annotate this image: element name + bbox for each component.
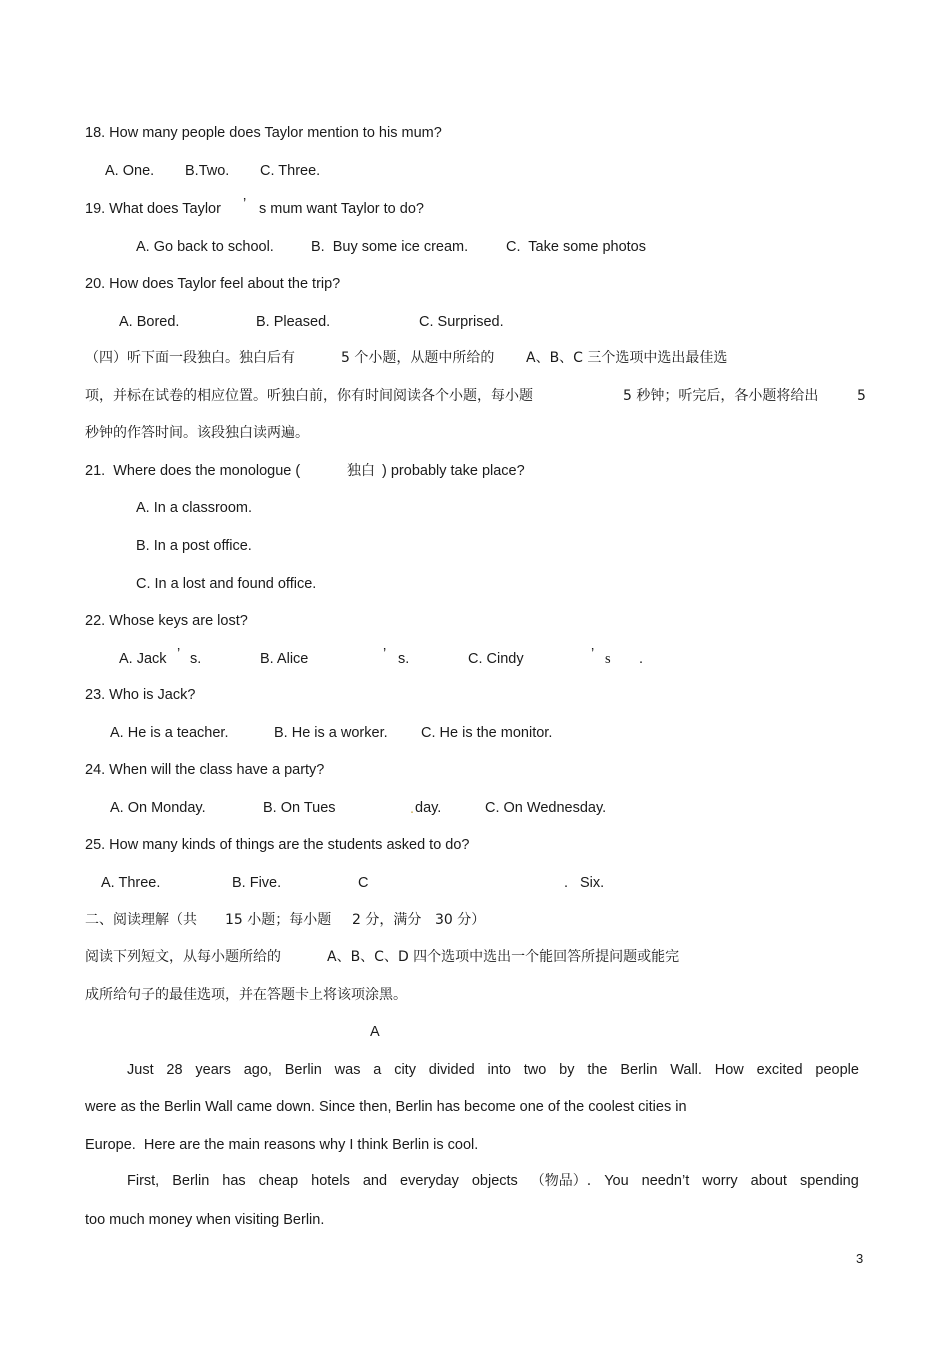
- word: 28: [166, 1062, 183, 1078]
- word: worry: [702, 1173, 738, 1189]
- word: hotels: [311, 1173, 350, 1189]
- q24-option-c: C. On Wednesday.: [485, 800, 607, 816]
- q20-option-b: B. Pleased.: [256, 314, 331, 330]
- q18-option-c: C. Three.: [260, 163, 321, 179]
- q18-option-a: A. One.: [105, 163, 155, 179]
- section4-line3: 秒钟的作答时间。该段独白读两遍。: [85, 425, 309, 441]
- word: by: [559, 1062, 575, 1078]
- word: excited: [756, 1062, 803, 1078]
- word: was: [334, 1062, 361, 1078]
- word: the: [587, 1062, 608, 1078]
- question-21-chinese: 独白: [347, 463, 375, 479]
- question-25: 25. How many kinds of things are the students asked to do?: [85, 837, 470, 853]
- q24-option-b-dot: .: [410, 801, 415, 817]
- question-19-part2: s mum want Taylor to do?: [259, 201, 424, 217]
- part2-instructions-line2: 成所给句子的最佳选项，并在答题卡上将该项涂黑。: [85, 987, 407, 1003]
- q20-option-a: A. Bored.: [119, 314, 180, 330]
- q22-option-a-apostrophe: ’: [177, 646, 181, 662]
- word: about: [750, 1173, 787, 1189]
- q25-option-b: B. Five.: [232, 875, 282, 891]
- word: into: [487, 1062, 511, 1078]
- question-19-part1: 19. What does Taylor: [85, 201, 221, 217]
- question-20: 20. How does Taylor feel about the trip?: [85, 276, 341, 292]
- word: Wall.: [670, 1062, 702, 1078]
- word: and: [362, 1173, 388, 1189]
- q21-option-c: C. In a lost and found office.: [136, 576, 317, 592]
- word: city: [394, 1062, 416, 1078]
- word: years: [195, 1062, 231, 1078]
- q25-option-c-period: .: [564, 875, 569, 891]
- q25-option-a: A. Three.: [101, 875, 161, 891]
- word: Just: [127, 1062, 154, 1078]
- question-21-part2: ) probably take place?: [382, 463, 525, 479]
- part2-heading-part3: 2 分，满分: [352, 912, 422, 928]
- question-19-apostrophe: ’: [243, 196, 247, 212]
- q22-option-a-name: A. Jack: [119, 651, 167, 667]
- part2-heading-part4: 30 分）: [435, 912, 486, 928]
- word: Berlin: [284, 1062, 322, 1078]
- word: First,: [127, 1173, 160, 1189]
- word: two: [523, 1062, 547, 1078]
- section4-line1-part3: A、B、C 三个选项中选出最佳选: [526, 350, 728, 366]
- word: Berlin: [172, 1173, 210, 1189]
- q20-option-c: C. Surprised.: [419, 314, 504, 330]
- word: Berlin: [620, 1062, 658, 1078]
- section4-line2-part1: 项，并标在试卷的相应位置。听独白前，你有时间阅读各个小题，每小题: [85, 388, 533, 404]
- word: needn’t: [641, 1173, 690, 1189]
- question-18: 18. How many people does Taylor mention to his mum?: [85, 125, 442, 141]
- word: objects: [471, 1173, 518, 1189]
- part2-heading-part1: 二、阅读理解（共: [85, 912, 197, 928]
- question-22: 22. Whose keys are lost?: [85, 613, 248, 629]
- passage-label: A: [370, 1024, 380, 1040]
- page-number: 3: [856, 1251, 864, 1266]
- word: spending: [799, 1173, 859, 1189]
- word: ago,: [243, 1062, 272, 1078]
- question-24: 24. When will the class have a party?: [85, 762, 325, 778]
- q23-option-c: C. He is the monitor.: [421, 725, 553, 741]
- part2-instructions-line1-part2: A、B、C、D 四个选项中选出一个能回答所提问题或能完: [327, 949, 680, 965]
- word: everyday: [400, 1173, 459, 1189]
- word: You: [604, 1173, 629, 1189]
- q23-option-a: A. He is a teacher.: [110, 725, 229, 741]
- q22-option-b-suffix: s.: [398, 651, 410, 667]
- q21-option-b: B. In a post office.: [136, 538, 252, 554]
- q21-option-a: A. In a classroom.: [136, 500, 253, 516]
- passage-p1-line1: [127, 1061, 859, 1079]
- q23-option-b: B. He is a worker.: [274, 725, 388, 741]
- q22-option-b-apostrophe: ’: [383, 646, 387, 662]
- question-23: 23. Who is Jack?: [85, 687, 196, 703]
- part2-heading-part2: 15 小题；每小题: [225, 912, 332, 928]
- section4-line1-part1: （四）听下面一段独白。独白后有: [85, 350, 295, 366]
- word: cheap: [258, 1173, 299, 1189]
- q24-option-b-part2: day.: [415, 800, 442, 816]
- word: a: [373, 1062, 382, 1078]
- q25-option-c-value: Six.: [580, 875, 605, 891]
- passage-p2-line2: too much money when visiting Berlin.: [85, 1212, 325, 1228]
- q22-option-c-name: C. Cindy: [468, 651, 524, 667]
- q22-option-c-period: .: [639, 651, 644, 667]
- q25-option-c-letter: C: [358, 875, 369, 891]
- passage-p2-line1: [127, 1172, 859, 1190]
- q19-option-a: A. Go back to school.: [136, 239, 274, 255]
- word: divided: [428, 1062, 475, 1078]
- part2-instructions-line1-part1: 阅读下列短文，从每小题所给的: [85, 949, 281, 965]
- q22-option-c-apostrophe: ’: [591, 646, 595, 662]
- section4-line1-part2: 5 个小题，从题中所给的: [341, 350, 495, 366]
- passage-p1-line3: Europe. Here are the main reasons why I think Berlin is cool.: [85, 1137, 479, 1153]
- q18-option-b: B.Two.: [185, 163, 230, 179]
- question-21-part1: 21. Where does the monologue (: [85, 463, 301, 479]
- q22-option-a-suffix: s.: [190, 651, 202, 667]
- section4-line2-part2: 5 秒钟；听完后，各小题将给出: [623, 388, 819, 404]
- word: （物品）.: [530, 1173, 592, 1189]
- q22-option-c-suffix: s: [605, 651, 611, 667]
- word: people: [815, 1062, 859, 1078]
- q24-option-b-part1: B. On Tues: [263, 800, 336, 816]
- q19-option-b: B. Buy some ice cream.: [311, 239, 469, 255]
- q24-option-a: A. On Monday.: [110, 800, 206, 816]
- passage-p1-line2: were as the Berlin Wall came down. Since then, Berlin has become one of the coolest cities in: [85, 1099, 687, 1115]
- word: has: [222, 1173, 246, 1189]
- q19-option-c: C. Take some photos: [506, 239, 646, 255]
- section4-line2-part3: 5: [857, 388, 866, 404]
- word: How: [714, 1062, 744, 1078]
- q22-option-b-name: B. Alice: [260, 651, 309, 667]
